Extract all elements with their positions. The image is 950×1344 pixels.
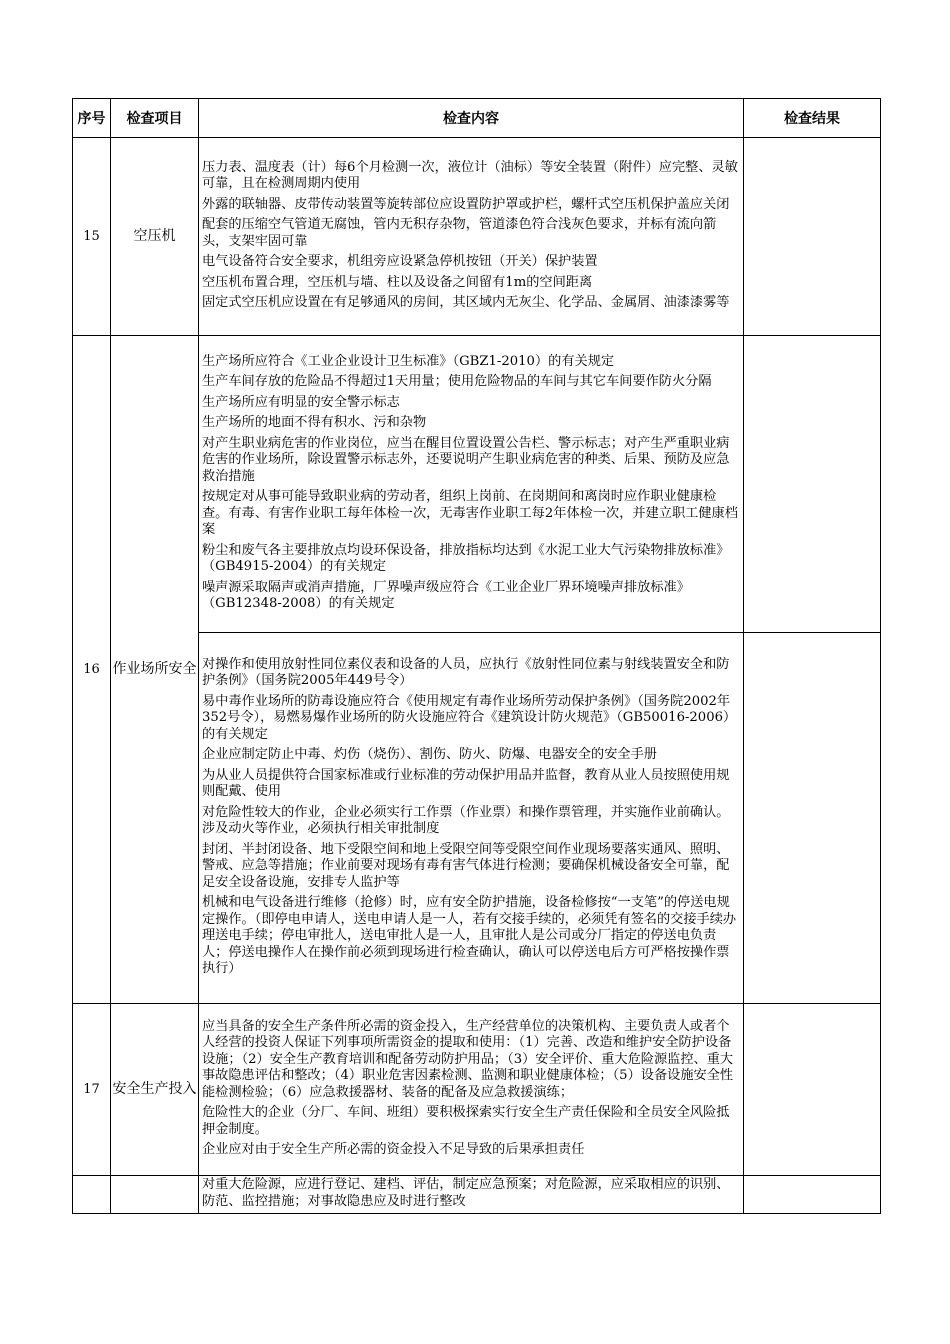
row-item: 安全生产投入	[111, 1004, 199, 1176]
row-number: 15	[73, 138, 111, 336]
content-line: 噪声源采取隔声或消声措施，厂界噪声级应符合《工业企业厂界环境噪声排放标准》（GB12348-2008）的有关规定	[202, 579, 690, 611]
header-content: 检查内容	[199, 99, 744, 138]
content-line: 粉尘和废气各主要排放点均设环保设备，排放指标均达到《水泥工业大气污染物排放标准》（GB4915-2004）的有关规定	[202, 542, 730, 574]
row-item: 作业场所安全	[111, 336, 199, 1004]
row-content	[199, 336, 744, 633]
row-number	[73, 1176, 111, 1214]
inspection-table	[72, 98, 881, 1214]
content-line: 生产场所应有明显的安全警示标志	[202, 394, 400, 410]
content-line: 对产生职业病危害的作业岗位，应当在醒目位置设置公告栏、警示标志；对产生严重职业病危害的作业场所，除设置警示标志外，还要说明产生职业病危害的种类、后果、预防及应急救治措施	[202, 435, 730, 484]
content-line: 应当具备的安全生产条件所必需的资金投入，生产经营单位的决策机构、主要负责人或者个人经营的投资人保证下列事项所需资金的提取和使用：（1）完善、改造和维护安全防护设备设施；（2）安全生产教育培训和配备劳动防护用品；（3）安全评价、重大危险源监控、重大事故隐患评估和整改；（4）职业危害因素检测、监测和职业健康体检；（5）设备设施安全性能检测检验；（6）应急救援器材、装备的配备及应急救援演练；	[202, 1018, 734, 1100]
row-item	[111, 1176, 199, 1214]
content-line: 危险性大的企业（分厂、车间、班组）要积极探索实行安全生产责任保险和全员安全风险抵押金制度。	[202, 1105, 730, 1137]
result-cell[interactable]	[744, 1004, 881, 1176]
table-row-16a	[73, 336, 881, 633]
content-line: 企业应对由于安全生产所必需的资金投入不足导致的后果承担责任	[202, 1142, 585, 1157]
row-content	[199, 633, 744, 1004]
content-line: 企业应制定防止中毒、灼伤（烧伤）、割伤、防火、防爆、电器安全的安全手册	[202, 747, 657, 762]
content-line: 按规定对从事可能导致职业病的劳动者，组织上岗前、在岗期间和离岗时应作职业健康检查。有毒、有害作业职工每年体检一次，无毒害作业职工每2年体检一次，并建立职工健康档案	[202, 489, 738, 537]
header-row	[73, 99, 881, 138]
result-cell[interactable]	[744, 336, 881, 633]
result-cell[interactable]	[744, 1176, 881, 1214]
table-row-18	[73, 1176, 881, 1214]
header-item: 检查项目	[111, 99, 199, 138]
row-content	[199, 1176, 744, 1214]
content-line: 对危险性较大的作业，企业必须实行工作票（作业票）和操作票管理，并实施作业前确认。涉及动火等作业，必须执行相关审批制度	[202, 804, 730, 836]
header-result: 检查结果	[744, 99, 881, 138]
content-line: 对操作和使用放射性同位素仪表和设备的人员，应执行《放射性同位素与射线装置安全和防护条例》（国务院2005年449号令）	[202, 656, 730, 688]
content-line: 对重大危险源，应进行登记、建档、评估，制定应急预案；对危险源，应采取相应的识别、防范、监控措施；对事故隐患应及时进行整改	[202, 1177, 730, 1209]
content-line: 压力表、温度表（计）每6个月检测一次，液位计（油标）等安全装置（附件）应完整、灵敏可靠，且在检测周期内使用	[202, 159, 738, 191]
result-cell[interactable]	[744, 633, 881, 1004]
content-line: 生产场所的地面不得有积水、污和杂物	[202, 415, 427, 430]
table-row-15	[73, 138, 881, 336]
content-line: 生产车间存放的危险品不得超过1天用量；使用危险物品的车间与其它车间要作防火分隔	[202, 374, 712, 389]
row-content	[199, 1004, 744, 1176]
row-number: 16	[73, 336, 111, 1004]
row-item: 空压机	[111, 138, 199, 336]
result-cell[interactable]	[744, 138, 881, 336]
content-line: 固定式空压机应设置在有足够通风的房间，其区域内无灰尘、化学品、金属屑、油漆漆雾等	[202, 295, 730, 310]
row-number: 17	[73, 1004, 111, 1176]
content-line: 封闭、半封闭设备、地下受限空间和地上受限空间等受限空间作业现场要落实通风、照明、警戒、应急等措施；作业前要对现场有毒有害气体进行检测；要确保机械设备安全可靠，配足安全设备设施，安排专人监护等	[202, 841, 730, 890]
row-content	[199, 138, 744, 336]
content-line: 生产场所应符合《工业企业设计卫生标准》（GBZ1-2010）的有关规定	[202, 353, 615, 369]
table-row-17	[73, 1004, 881, 1176]
content-line: 易中毒作业场所的防毒设施应符合《使用规定有毒作业场所劳动保护条例》（国务院2002年352号令），易燃易爆作业场所的防火设施应符合《建筑设计防火规范》（GB50016-2006）的有关规定	[202, 693, 737, 742]
content-line: 配套的压缩空气管道无腐蚀，管内无积存杂物，管道漆色符合浅灰色要求，并标有流向箭头，支架牢固可靠	[202, 217, 717, 249]
content-line: 外露的联轴器、皮带传动装置等旋转部位应设置防护罩或护栏，螺杆式空压机保护盖应关闭	[202, 196, 730, 212]
header-no: 序号	[73, 99, 111, 138]
content-line: 电气设备符合安全要求，机组旁应设紧急停机按钮（开关）保护装置	[202, 254, 598, 269]
content-line: 为从业人员提供符合国家标准或行业标准的劳动保护用品并监督，教育从业人员按照使用规则配戴、使用	[202, 767, 730, 799]
content-line: 空压机布置合理，空压机与墙、柱以及设备之间留有1m的空间距离	[202, 274, 593, 290]
content-line: 机械和电气设备进行维修（抢修）时，应有安全防护措施，设备检修按“一支笔”的停送电规定操作。（即停电申请人，送电申请人是一人，若有交接手续的，必须凭有签名的交接手续办理送电手续；停电审批人，送电审批人是一人，且审批人是公司或分厂指定的停送电负责人；停送电操作人在操作前必须到现场进行检查确认，确认可以停送电后方可严格按操作票执行）	[202, 895, 737, 976]
